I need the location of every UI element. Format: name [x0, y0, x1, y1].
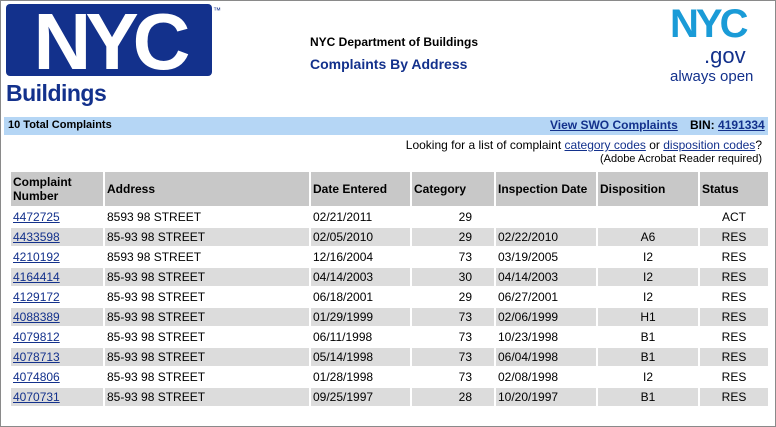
disposition-cell: I2 [642, 250, 653, 264]
complaint-number-link[interactable]: 4074806 [13, 370, 60, 384]
complaint-number-cell [11, 388, 103, 406]
adobe-note: (Adobe Acrobat Reader required) [599, 153, 762, 165]
status-cell: ACT [722, 210, 746, 224]
complaint-number-cell [11, 328, 103, 346]
date-entered-cell: 12/16/2004 [313, 250, 374, 264]
nyc-gov-logo-gov: .gov [704, 43, 746, 68]
table-row [11, 288, 768, 306]
inspection-date-cell: 06/04/1998 [496, 348, 596, 366]
header-date-entered: Date Entered [311, 172, 410, 206]
date-entered-cell: 05/14/1998 [311, 348, 410, 366]
date-entered-cell: 04/14/2003 [311, 268, 410, 286]
code-help-text [406, 138, 762, 152]
disposition-cell: I2 [642, 290, 653, 304]
nyc-gov-tagline: always open [670, 68, 754, 85]
buildings-logo-text: Buildings [6, 80, 107, 106]
disposition-cell: H1 [598, 308, 698, 326]
address-cell: 85-93 98 STREET [107, 370, 206, 384]
disposition-cell: B1 [640, 330, 656, 344]
category-cell: 73 [412, 348, 494, 366]
complaint-number-cell [11, 268, 103, 286]
complaint-number-link[interactable]: 4433598 [13, 230, 60, 244]
address-cell: 85-93 98 STREET [105, 228, 309, 246]
help-middle: or [645, 138, 664, 152]
table-row [11, 348, 768, 366]
address-cell: 8593 98 STREET [107, 250, 202, 264]
date-entered-cell: 02/05/2010 [311, 228, 410, 246]
date-entered-cell: 01/28/1998 [313, 370, 374, 384]
help-suffix: ? [755, 138, 762, 152]
disposition-cell: B1 [598, 388, 698, 406]
status-cell: RES [700, 228, 768, 246]
status-cell: RES [700, 268, 768, 286]
date-entered-cell: 06/11/1998 [313, 330, 373, 344]
status-cell: RES [721, 330, 747, 344]
address-cell: 85-93 98 STREET [105, 348, 309, 366]
nyc-logo-block [6, 0, 212, 86]
category-cell: 73 [458, 330, 472, 344]
bin-link[interactable]: 4191334 [718, 118, 765, 132]
inspection-date-cell [496, 208, 596, 226]
complaint-number-link[interactable]: 4164414 [13, 270, 60, 284]
bin-info [690, 118, 765, 132]
disposition-cell: I2 [598, 268, 698, 286]
address-cell: 85-93 98 STREET [107, 290, 206, 304]
address-cell: 85-93 98 STREET [107, 330, 206, 344]
category-cell: 30 [412, 268, 494, 286]
header-complaint-number: Complaint Number [11, 172, 103, 206]
category-cell: 29 [458, 290, 472, 304]
address-cell: 85-93 98 STREET [105, 388, 309, 406]
table-row [11, 308, 768, 326]
category-cell: 29 [412, 228, 494, 246]
help-prefix: Looking for a list of complaint [405, 138, 565, 152]
summary-bar [4, 117, 768, 135]
bin-label: BIN: [690, 118, 715, 132]
complaint-number-link[interactable]: 4078713 [13, 350, 60, 364]
date-entered-cell: 01/29/1999 [311, 308, 410, 326]
complaint-number-cell [11, 348, 103, 366]
inspection-date-cell: 03/19/2005 [498, 250, 559, 264]
complaint-number-cell [11, 368, 103, 386]
disposition-cell: A6 [598, 228, 698, 246]
view-swo-complaints-link[interactable]: View SWO Complaints [550, 118, 678, 132]
status-cell: RES [721, 370, 747, 384]
category-cell: 73 [458, 370, 472, 384]
complaint-number-link[interactable]: 4129172 [13, 290, 60, 304]
table-row [11, 268, 768, 286]
header-disposition: Disposition [598, 172, 698, 206]
disposition-codes-link[interactable]: disposition codes [663, 138, 756, 152]
header-inspection-date: Inspection Date [496, 172, 596, 206]
complaint-number-cell [11, 288, 103, 306]
table-header-row [11, 172, 768, 206]
header-category: Category [412, 172, 494, 206]
address-cell: 85-93 98 STREET [105, 308, 309, 326]
category-cell: 28 [412, 388, 494, 406]
nyc-gov-logo-nyc: NYC [670, 2, 746, 46]
inspection-date-cell: 02/08/1998 [498, 370, 559, 384]
table-row [11, 388, 768, 406]
table-row [11, 228, 768, 246]
date-entered-cell: 02/21/2011 [313, 210, 373, 224]
status-cell: RES [700, 348, 768, 366]
status-cell: RES [721, 250, 747, 264]
inspection-date-cell: 06/27/2001 [498, 290, 559, 304]
status-cell: RES [700, 308, 768, 326]
disposition-cell [598, 208, 698, 226]
category-cell: 29 [458, 210, 472, 224]
date-entered-cell: 09/25/1997 [311, 388, 410, 406]
table-row [11, 248, 768, 266]
disposition-cell: I2 [642, 370, 653, 384]
complaint-number-cell [11, 208, 103, 226]
complaint-number-link[interactable]: 4210192 [13, 250, 60, 264]
nyc-logo-text: NYC [33, 0, 185, 86]
complaint-number-link[interactable]: 4079812 [13, 330, 60, 344]
status-cell: RES [721, 290, 747, 304]
status-cell: RES [700, 388, 768, 406]
table-row [11, 328, 768, 346]
table-row [11, 368, 768, 386]
date-entered-cell: 06/18/2001 [313, 290, 374, 304]
header-address: Address [105, 172, 309, 206]
address-cell: 8593 98 STREET [107, 210, 202, 224]
complaint-number-link[interactable]: 4088389 [13, 310, 60, 324]
disposition-cell: B1 [598, 348, 698, 366]
category-cell: 73 [458, 250, 472, 264]
inspection-date-cell: 02/22/2010 [496, 228, 596, 246]
category-cell: 73 [412, 308, 494, 326]
complaint-number-link[interactable]: 4472725 [13, 210, 60, 224]
complaint-number-cell [11, 248, 103, 266]
address-cell: 85-93 98 STREET [105, 268, 309, 286]
inspection-date-cell: 02/06/1999 [496, 308, 596, 326]
complaint-number-link[interactable]: 4070731 [13, 390, 60, 404]
complaints-table [9, 170, 770, 408]
page-title: Complaints By Address [310, 56, 468, 72]
inspection-date-cell: 10/23/1998 [498, 330, 559, 344]
inspection-date-cell: 10/20/1997 [496, 388, 596, 406]
complaint-number-cell [11, 228, 103, 246]
complaint-number-cell [11, 308, 103, 326]
category-codes-link[interactable]: category codes [564, 138, 646, 152]
trademark-mark: ™ [213, 6, 221, 15]
nyc-gov-logo[interactable] [668, 4, 768, 88]
department-name: NYC Department of Buildings [310, 35, 479, 49]
nyc-buildings-logo[interactable] [6, 0, 221, 106]
header-status: Status [700, 172, 768, 206]
table-row [11, 208, 768, 226]
inspection-date-cell: 04/14/2003 [496, 268, 596, 286]
total-complaints: 10 Total Complaints [8, 119, 112, 131]
